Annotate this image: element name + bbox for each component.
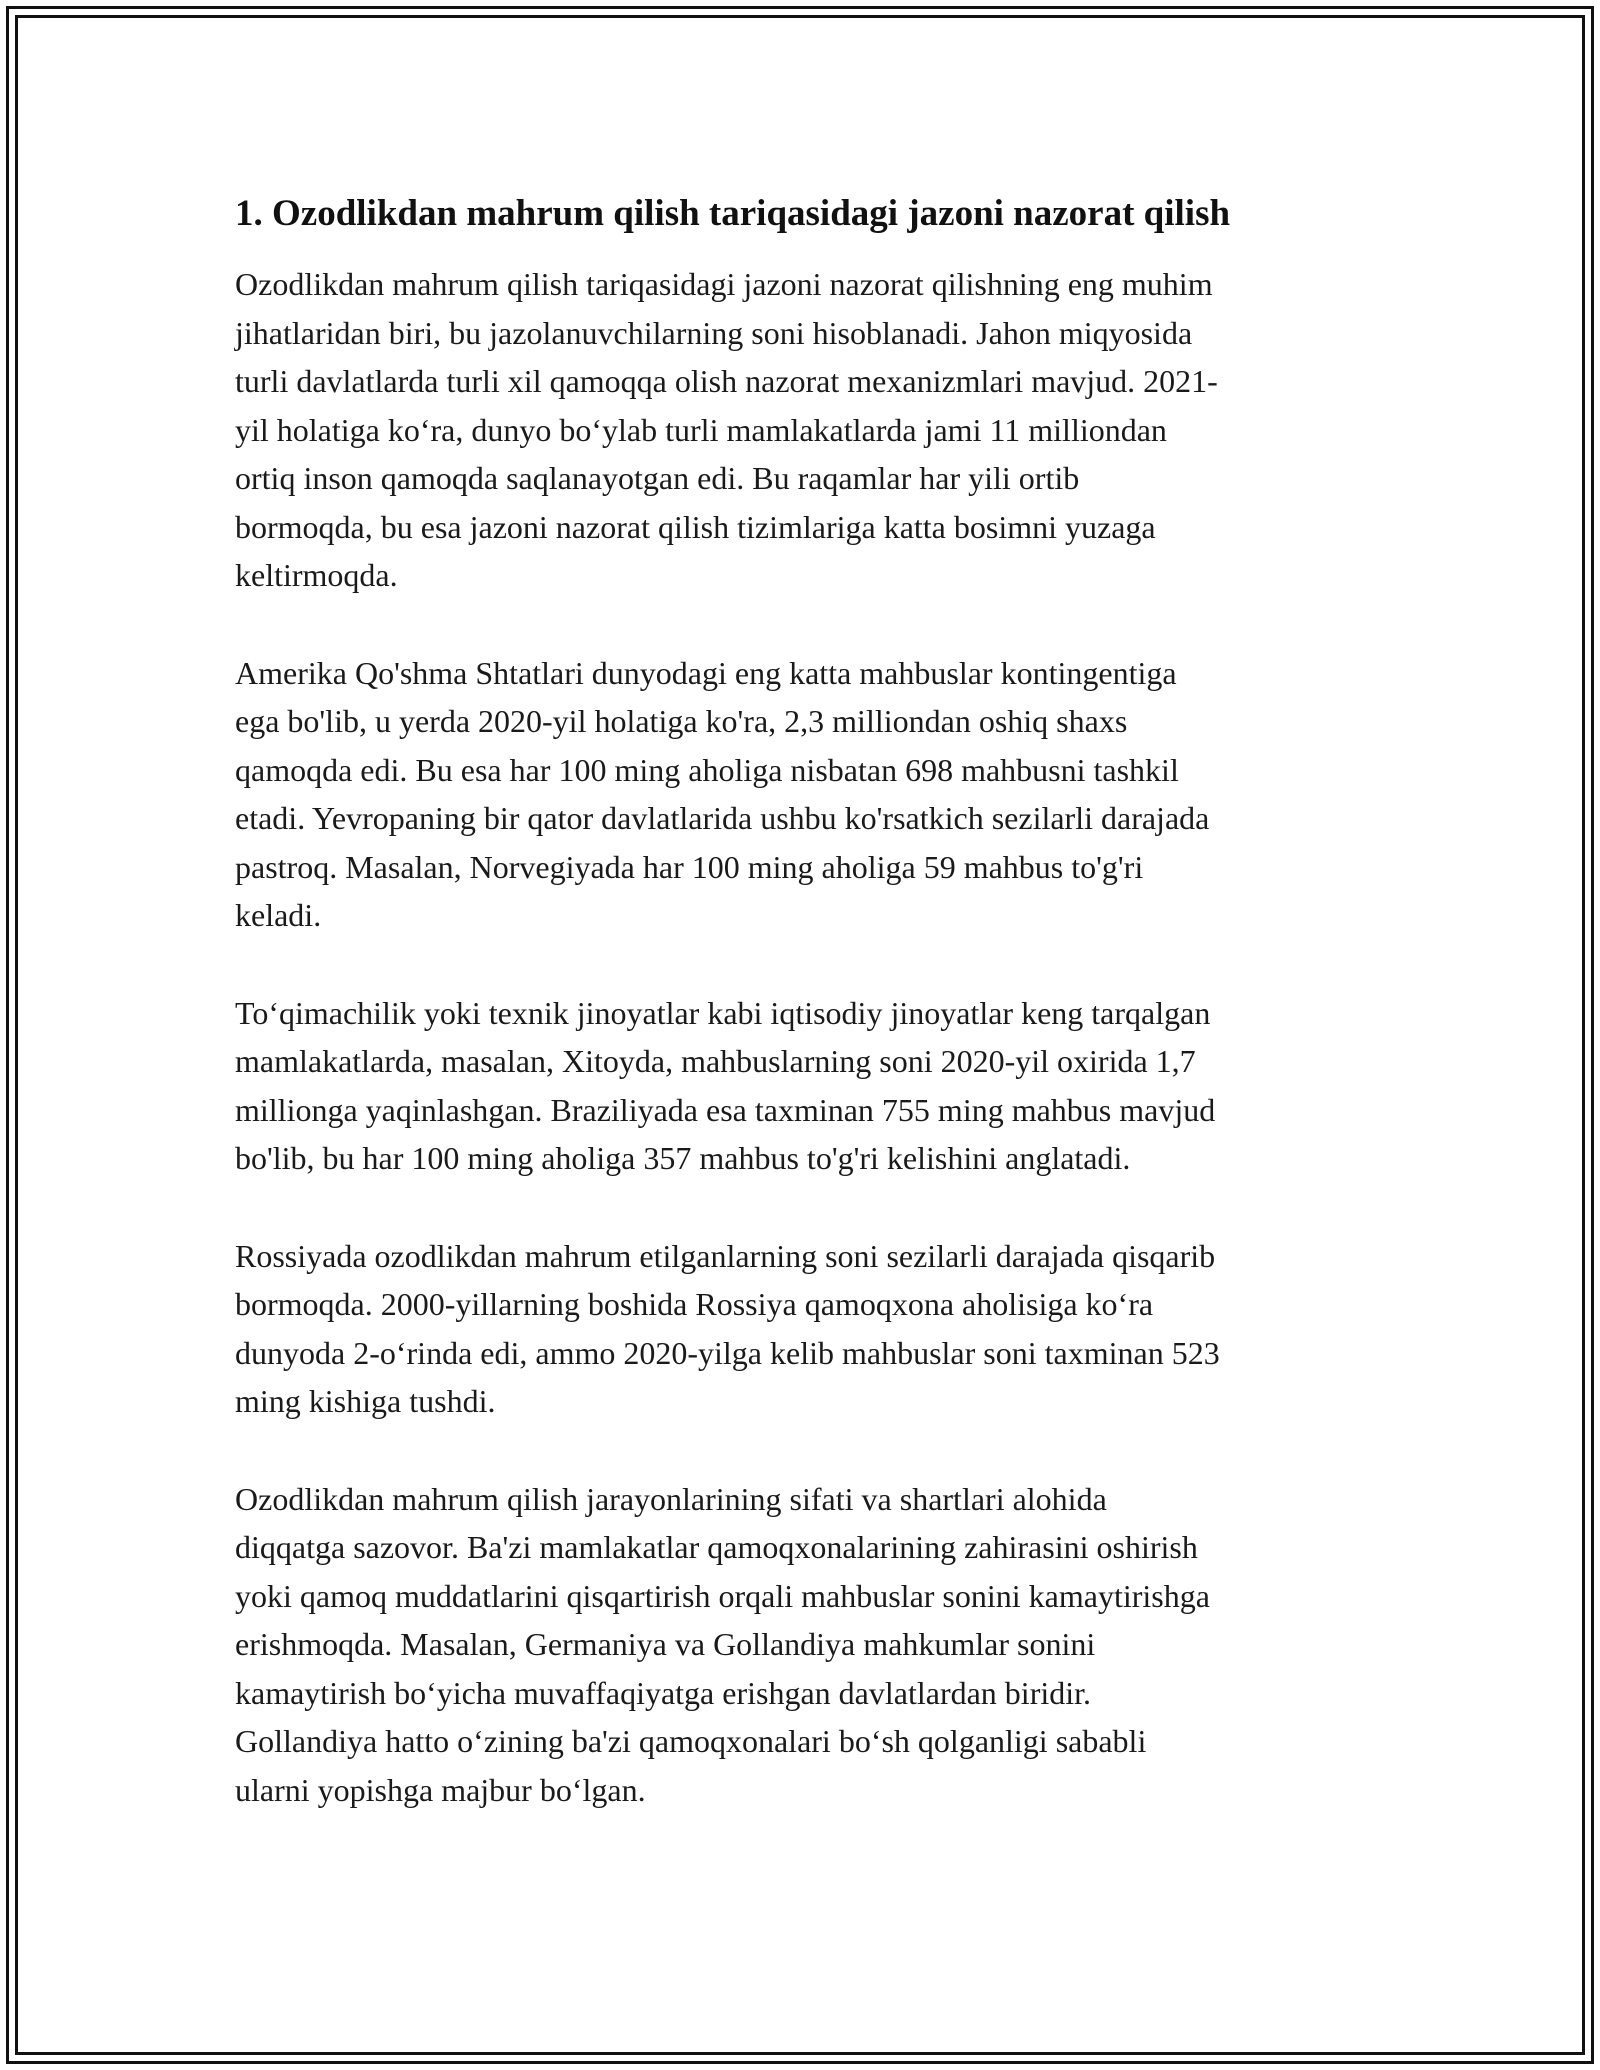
- paragraph-line: etadi. Yevropaning bir qator davlatlarida ushbu ko'rsatkich sezilarli darajada: [235, 800, 1210, 836]
- paragraph-line: jihatlaridan biri, bu jazolanuvchilarning soni hisoblanadi. Jahon miqyosida: [235, 314, 1193, 351]
- paragraph-line: erishmoqda. Masalan, Germaniya va Gollandiya mahkumlar sonini: [235, 1626, 1096, 1662]
- paragraph-line: keladi.: [235, 897, 322, 933]
- section-heading: 1. Ozodlikdan mahrum qilish tariqasidagi jazoni nazorat qilish: [235, 193, 1231, 234]
- paragraph-line: pastroq. Masalan, Norvegiyada har 100 ming aholiga 59 mahbus to'g'ri: [235, 848, 1144, 885]
- paragraph-line: millionga yaqinlashgan. Braziliyada esa taxminan 755 ming mahbus mavjud: [235, 1091, 1216, 1128]
- paragraph-line: yil holatiga koʻra, dunyo boʻylab turli mamlakatlarda jami 11 milliondan: [235, 411, 1167, 448]
- paragraph-line: Ozodlikdan mahrum qilish jarayonlarining sifati va shartlari alohida: [235, 1480, 1107, 1517]
- paragraph-line: bormoqda. 2000-yillarning boshida Rossiya qamoqxona aholisiga koʻra: [235, 1286, 1154, 1322]
- paragraph-line: Ozodlikdan mahrum qilish tariqasidagi jazoni nazorat qilishning eng muhim: [235, 266, 1213, 302]
- paragraph-line: dunyoda 2-oʻrinda edi, ammo 2020-yilga kelib mahbuslar soni taxminan 523: [235, 1334, 1220, 1371]
- paragraph-line: ularni yopishga majbur boʻlgan.: [235, 1771, 646, 1808]
- paragraph-line: ming kishiga tushdi.: [235, 1383, 496, 1419]
- paragraph-4: [235, 1232, 1370, 1426]
- document-body: [235, 190, 1370, 1863]
- paragraph-line: bo'lib, bu har 100 ming aholiga 357 mahbus to'g'ri kelishini anglatadi.: [235, 1140, 1131, 1176]
- paragraph-line: ega bo'lib, u yerda 2020-yil holatiga ko'ra, 2,3 milliondan oshiq shaxs: [235, 703, 1128, 739]
- paragraph-line: Rossiyada ozodlikdan mahrum etilganlarning soni sezilarli darajada qisqarib: [235, 1237, 1216, 1274]
- paragraph-line: mamlakatlarda, masalan, Xitoyda, mahbuslarning soni 2020-yil oxirida 1,7: [235, 1043, 1196, 1079]
- paragraph-line: Amerika Qo'shma Shtatlari dunyodagi eng katta mahbuslar kontingentiga: [235, 654, 1177, 691]
- paragraph-1: [235, 260, 1370, 600]
- paragraph-line: diqqatga sazovor. Ba'zi mamlakatlar qamoqxonalarining zahirasini oshirish: [235, 1529, 1198, 1565]
- paragraph-line: bormoqda, bu esa jazoni nazorat qilish tizimlariga katta bosimni yuzaga: [235, 508, 1156, 545]
- paragraph-5: [235, 1475, 1370, 1815]
- paragraph-line: kamaytirish boʻyicha muvaffaqiyatga erishgan davlatlardan biridir.: [235, 1674, 1092, 1711]
- paragraph-line: Toʻqimachilik yoki texnik jinoyatlar kabi iqtisodiy jinoyatlar keng tarqalgan: [235, 994, 1211, 1031]
- paragraph-line: qamoqda edi. Bu esa har 100 ming aholiga nisbatan 698 mahbusni tashkil: [235, 751, 1179, 788]
- paragraph-line: keltirmoqda.: [235, 557, 398, 593]
- paragraph-2: [235, 649, 1370, 940]
- paragraph-3: [235, 989, 1370, 1183]
- paragraph-line: yoki qamoq muddatlarini qisqartirish orqali mahbuslar sonini kamaytirishga: [235, 1577, 1210, 1614]
- paragraph-line: turli davlatlarda turli xil qamoqqa olish nazorat mexanizmlari mavjud. 2021-: [235, 363, 1218, 399]
- paragraph-line: ortiq inson qamoqda saqlanayotgan edi. Bu raqamlar har yili ortib: [235, 460, 1080, 496]
- paragraph-line: Gollandiya hatto oʻzining ba'zi qamoqxonalari boʻsh qolganligi sababli: [235, 1723, 1147, 1759]
